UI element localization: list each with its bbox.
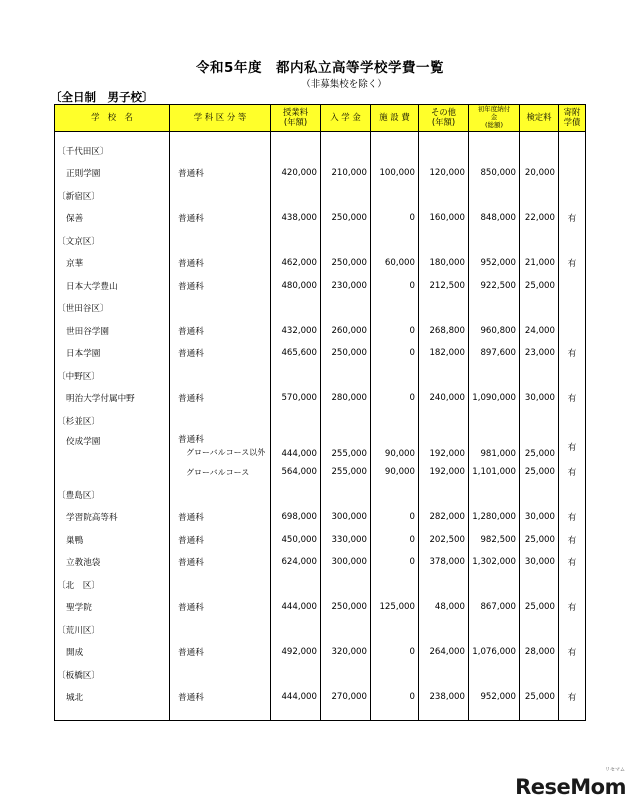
other-value: 268,800 (419, 320, 469, 343)
tuition-value: 444,000 (271, 432, 321, 461)
empty-cell (170, 140, 271, 163)
tuition-table (54, 104, 586, 721)
admission-value: 260,000 (321, 320, 371, 343)
tuition-value: 420,000 (271, 162, 321, 185)
bond-value (559, 275, 586, 298)
empty-cell (271, 132, 321, 140)
bond-value: 有 (559, 387, 586, 410)
other-value: 180,000 (419, 252, 469, 275)
ward-name: 〔北 区〕 (55, 574, 170, 597)
empty-cell (271, 574, 321, 597)
dept-cell (170, 432, 271, 461)
col-admission: 入 学 金 (321, 105, 371, 132)
facility-value: 0 (371, 686, 419, 709)
empty-cell (321, 132, 371, 140)
empty-cell (170, 185, 271, 208)
school-name: 正則学園 (55, 162, 170, 185)
course-label: グローバルコース (186, 467, 250, 477)
tuition-value: 698,000 (271, 506, 321, 529)
school-name: 聖学院 (55, 596, 170, 619)
exam-value: 25,000 (520, 461, 559, 484)
total-value: 982,500 (469, 529, 520, 552)
exam-value: 30,000 (520, 506, 559, 529)
tuition-value: 444,000 (271, 686, 321, 709)
empty-cell (469, 297, 520, 320)
empty-cell (469, 140, 520, 163)
tuition-value: 564,000 (271, 461, 321, 484)
empty-cell (321, 140, 371, 163)
facility-value: 90,000 (371, 432, 419, 461)
col-exam: 検定料 (520, 105, 559, 132)
empty-cell (55, 132, 170, 140)
empty-cell (321, 484, 371, 507)
exam-value: 25,000 (520, 432, 559, 461)
col-total: 初年度納付 金 (総額) (469, 105, 520, 132)
ward-name: 〔豊島区〕 (55, 484, 170, 507)
empty-cell (469, 484, 520, 507)
total-value: 1,101,000 (469, 461, 520, 484)
dept-cell: 普通科 (170, 207, 271, 230)
school-name: 保善 (55, 207, 170, 230)
empty-cell (469, 709, 520, 721)
admission-value: 255,000 (321, 432, 371, 461)
ward-row (55, 230, 586, 253)
empty-cell (321, 185, 371, 208)
ward-name: 〔杉並区〕 (55, 410, 170, 433)
facility-value: 0 (371, 641, 419, 664)
course-label: グローバルコース以外 (186, 447, 266, 457)
ward-name: 〔板橋区〕 (55, 664, 170, 687)
empty-cell (469, 365, 520, 388)
admission-value: 250,000 (321, 596, 371, 619)
school-name: 世田谷学園 (55, 320, 170, 343)
total-value: 897,600 (469, 342, 520, 365)
empty-cell (170, 230, 271, 253)
school-name (55, 461, 170, 484)
empty-cell (520, 140, 559, 163)
exam-value: 25,000 (520, 686, 559, 709)
total-value: 952,000 (469, 252, 520, 275)
other-value: 282,000 (419, 506, 469, 529)
empty-cell (559, 140, 586, 163)
empty-cell (170, 664, 271, 687)
col-tuition: 授業料 (年額) (271, 105, 321, 132)
bond-value: 有 (559, 551, 586, 574)
bond-value: 有 (559, 529, 586, 552)
empty-cell (271, 709, 321, 721)
admission-value: 280,000 (321, 387, 371, 410)
other-value: 240,000 (419, 387, 469, 410)
empty-cell (559, 619, 586, 642)
bond-value: 有 (559, 686, 586, 709)
logo-subtext: リセマム (605, 767, 625, 773)
dept-cell (170, 461, 271, 484)
school-row (55, 320, 586, 343)
empty-cell (419, 140, 469, 163)
other-value: 238,000 (419, 686, 469, 709)
ward-name: 〔千代田区〕 (55, 140, 170, 163)
empty-cell (469, 230, 520, 253)
ward-row (55, 410, 586, 433)
school-row (55, 275, 586, 298)
dept-cell: 普通科 (170, 596, 271, 619)
empty-cell (271, 365, 321, 388)
school-name: 京華 (55, 252, 170, 275)
empty-cell (520, 132, 559, 140)
admission-value: 300,000 (321, 506, 371, 529)
col-bond: 寄附 学債 (559, 105, 586, 132)
school-row (55, 387, 586, 410)
total-value: 922,500 (469, 275, 520, 298)
empty-cell (371, 297, 419, 320)
bond-value: 有 (559, 461, 586, 484)
empty-cell (520, 709, 559, 721)
total-value: 850,000 (469, 162, 520, 185)
admission-value: 270,000 (321, 686, 371, 709)
empty-cell (469, 664, 520, 687)
dept-cell: 普通科 (170, 320, 271, 343)
col-school: 学 校 名 (55, 105, 170, 132)
facility-value: 100,000 (371, 162, 419, 185)
section-label: 〔全日制 男子校〕 (50, 90, 154, 104)
facility-value: 0 (371, 320, 419, 343)
admission-value: 255,000 (321, 461, 371, 484)
total-value: 952,000 (469, 686, 520, 709)
total-value: 960,800 (469, 320, 520, 343)
facility-value: 0 (371, 551, 419, 574)
school-row (55, 686, 586, 709)
school-row (55, 162, 586, 185)
empty-cell (271, 664, 321, 687)
empty-cell (559, 132, 586, 140)
empty-cell (271, 484, 321, 507)
school-name: 佼成学園 (55, 432, 170, 461)
bond-value (559, 162, 586, 185)
ward-row (55, 185, 586, 208)
col-facility: 施 設 費 (371, 105, 419, 132)
school-row (55, 641, 586, 664)
spacer-row (55, 132, 586, 140)
empty-cell (271, 619, 321, 642)
exam-value: 28,000 (520, 641, 559, 664)
ward-name: 〔荒川区〕 (55, 619, 170, 642)
school-row (55, 529, 586, 552)
other-value: 212,500 (419, 275, 469, 298)
bond-value: 有 (559, 342, 586, 365)
exam-value: 20,000 (520, 162, 559, 185)
school-name: 学習院高等科 (55, 506, 170, 529)
dept-cell: 普通科 (170, 529, 271, 552)
dept-label: 普通科 (178, 434, 204, 445)
exam-value: 25,000 (520, 275, 559, 298)
exam-value: 23,000 (520, 342, 559, 365)
school-row (55, 596, 586, 619)
admission-value: 210,000 (321, 162, 371, 185)
dept-cell: 普通科 (170, 506, 271, 529)
ward-row (55, 574, 586, 597)
facility-value: 0 (371, 275, 419, 298)
total-value: 867,000 (469, 596, 520, 619)
other-value: 160,000 (419, 207, 469, 230)
empty-cell (371, 185, 419, 208)
ward-row (55, 619, 586, 642)
empty-cell (419, 709, 469, 721)
empty-cell (371, 230, 419, 253)
bond-value: 有 (559, 207, 586, 230)
empty-cell (419, 365, 469, 388)
empty-cell (170, 709, 271, 721)
empty-cell (559, 484, 586, 507)
ward-name: 〔新宿区〕 (55, 185, 170, 208)
other-value: 378,000 (419, 551, 469, 574)
empty-cell (321, 574, 371, 597)
ward-name: 〔中野区〕 (55, 365, 170, 388)
exam-value: 24,000 (520, 320, 559, 343)
empty-cell (559, 185, 586, 208)
school-row (55, 551, 586, 574)
empty-cell (520, 664, 559, 687)
exam-value: 22,000 (520, 207, 559, 230)
facility-value: 0 (371, 342, 419, 365)
tuition-value: 450,000 (271, 529, 321, 552)
admission-value: 250,000 (321, 342, 371, 365)
tuition-value: 480,000 (271, 275, 321, 298)
empty-cell (520, 574, 559, 597)
empty-cell (371, 132, 419, 140)
empty-cell (520, 619, 559, 642)
empty-cell (371, 664, 419, 687)
total-value: 1,280,000 (469, 506, 520, 529)
total-value: 848,000 (469, 207, 520, 230)
admission-value: 250,000 (321, 207, 371, 230)
ward-row (55, 297, 586, 320)
ward-row (55, 365, 586, 388)
empty-cell (321, 410, 371, 433)
tuition-value: 462,000 (271, 252, 321, 275)
dept-cell: 普通科 (170, 686, 271, 709)
dept-cell: 普通科 (170, 551, 271, 574)
empty-cell (559, 230, 586, 253)
spacer-row (55, 709, 586, 721)
admission-value: 250,000 (321, 252, 371, 275)
empty-cell (419, 484, 469, 507)
admission-value: 320,000 (321, 641, 371, 664)
bond-value: 有 (559, 432, 586, 461)
bond-value: 有 (559, 506, 586, 529)
admission-value: 230,000 (321, 275, 371, 298)
empty-cell (419, 297, 469, 320)
tuition-value: 444,000 (271, 596, 321, 619)
empty-cell (170, 132, 271, 140)
other-value: 120,000 (419, 162, 469, 185)
empty-cell (271, 140, 321, 163)
empty-cell (371, 140, 419, 163)
school-row (55, 252, 586, 275)
empty-cell (520, 297, 559, 320)
admission-value: 300,000 (321, 551, 371, 574)
bond-value (559, 320, 586, 343)
exam-value: 25,000 (520, 529, 559, 552)
other-value: 192,000 (419, 432, 469, 461)
empty-cell (469, 410, 520, 433)
school-name: 巣鴨 (55, 529, 170, 552)
tuition-value: 438,000 (271, 207, 321, 230)
facility-value: 0 (371, 387, 419, 410)
empty-cell (371, 709, 419, 721)
empty-cell (321, 230, 371, 253)
bond-value: 有 (559, 252, 586, 275)
empty-cell (559, 365, 586, 388)
empty-cell (520, 185, 559, 208)
other-value: 264,000 (419, 641, 469, 664)
dept-cell: 普通科 (170, 275, 271, 298)
empty-cell (371, 619, 419, 642)
empty-cell (271, 297, 321, 320)
other-value: 202,500 (419, 529, 469, 552)
empty-cell (520, 410, 559, 433)
school-row (55, 461, 586, 484)
bond-value: 有 (559, 596, 586, 619)
empty-cell (321, 297, 371, 320)
empty-cell (271, 185, 321, 208)
empty-cell (321, 709, 371, 721)
tuition-value: 624,000 (271, 551, 321, 574)
empty-cell (419, 132, 469, 140)
empty-cell (469, 574, 520, 597)
facility-value: 90,000 (371, 461, 419, 484)
empty-cell (419, 230, 469, 253)
total-value: 981,000 (469, 432, 520, 461)
exam-value: 30,000 (520, 551, 559, 574)
empty-cell (321, 619, 371, 642)
school-row (55, 207, 586, 230)
ward-name: 〔文京区〕 (55, 230, 170, 253)
other-value: 192,000 (419, 461, 469, 484)
empty-cell (559, 574, 586, 597)
empty-cell (520, 230, 559, 253)
bond-value: 有 (559, 641, 586, 664)
empty-cell (321, 365, 371, 388)
ward-row (55, 664, 586, 687)
dept-cell: 普通科 (170, 162, 271, 185)
tuition-value: 465,600 (271, 342, 321, 365)
empty-cell (559, 709, 586, 721)
empty-cell (371, 484, 419, 507)
school-name: 立教池袋 (55, 551, 170, 574)
empty-cell (419, 664, 469, 687)
school-row (55, 342, 586, 365)
dept-cell: 普通科 (170, 641, 271, 664)
empty-cell (371, 365, 419, 388)
empty-cell (271, 230, 321, 253)
empty-cell (170, 574, 271, 597)
dept-cell: 普通科 (170, 252, 271, 275)
tuition-value: 492,000 (271, 641, 321, 664)
total-value: 1,090,000 (469, 387, 520, 410)
empty-cell (520, 484, 559, 507)
exam-value: 21,000 (520, 252, 559, 275)
facility-value: 60,000 (371, 252, 419, 275)
ward-row (55, 140, 586, 163)
other-value: 182,000 (419, 342, 469, 365)
table-header-row (55, 105, 586, 132)
other-value: 48,000 (419, 596, 469, 619)
school-row (55, 506, 586, 529)
exam-value: 30,000 (520, 387, 559, 410)
page-title: 令和5年度 都内私立高等学校学費一覧 (196, 60, 444, 76)
total-value: 1,076,000 (469, 641, 520, 664)
total-value: 1,302,000 (469, 551, 520, 574)
exam-value: 25,000 (520, 596, 559, 619)
empty-cell (371, 410, 419, 433)
empty-cell (419, 410, 469, 433)
dept-cell: 普通科 (170, 387, 271, 410)
empty-cell (371, 574, 419, 597)
empty-cell (271, 410, 321, 433)
resemom-logo: ReseMom (515, 775, 626, 799)
empty-cell (469, 185, 520, 208)
facility-value: 0 (371, 529, 419, 552)
empty-cell (321, 664, 371, 687)
admission-value: 330,000 (321, 529, 371, 552)
empty-cell (170, 410, 271, 433)
school-name: 城北 (55, 686, 170, 709)
empty-cell (55, 709, 170, 721)
empty-cell (419, 574, 469, 597)
empty-cell (520, 365, 559, 388)
empty-cell (170, 297, 271, 320)
facility-value: 125,000 (371, 596, 419, 619)
col-other: その他 (年額) (419, 105, 469, 132)
tuition-value: 570,000 (271, 387, 321, 410)
empty-cell (469, 619, 520, 642)
ward-row (55, 484, 586, 507)
school-name: 日本学園 (55, 342, 170, 365)
facility-value: 0 (371, 207, 419, 230)
empty-cell (559, 297, 586, 320)
school-name: 日本大学豊山 (55, 275, 170, 298)
school-row (55, 432, 586, 461)
empty-cell (559, 410, 586, 433)
empty-cell (419, 619, 469, 642)
col-dept: 学 科 区 分 等 (170, 105, 271, 132)
empty-cell (170, 365, 271, 388)
tuition-value: 432,000 (271, 320, 321, 343)
facility-value: 0 (371, 506, 419, 529)
empty-cell (170, 484, 271, 507)
table-body (55, 132, 586, 721)
ward-name: 〔世田谷区〕 (55, 297, 170, 320)
school-name: 明治大学付属中野 (55, 387, 170, 410)
empty-cell (419, 185, 469, 208)
empty-cell (559, 664, 586, 687)
dept-cell: 普通科 (170, 342, 271, 365)
school-name: 開成 (55, 641, 170, 664)
empty-cell (469, 132, 520, 140)
page-subtitle: （非募集校を除く） (301, 79, 387, 90)
empty-cell (170, 619, 271, 642)
